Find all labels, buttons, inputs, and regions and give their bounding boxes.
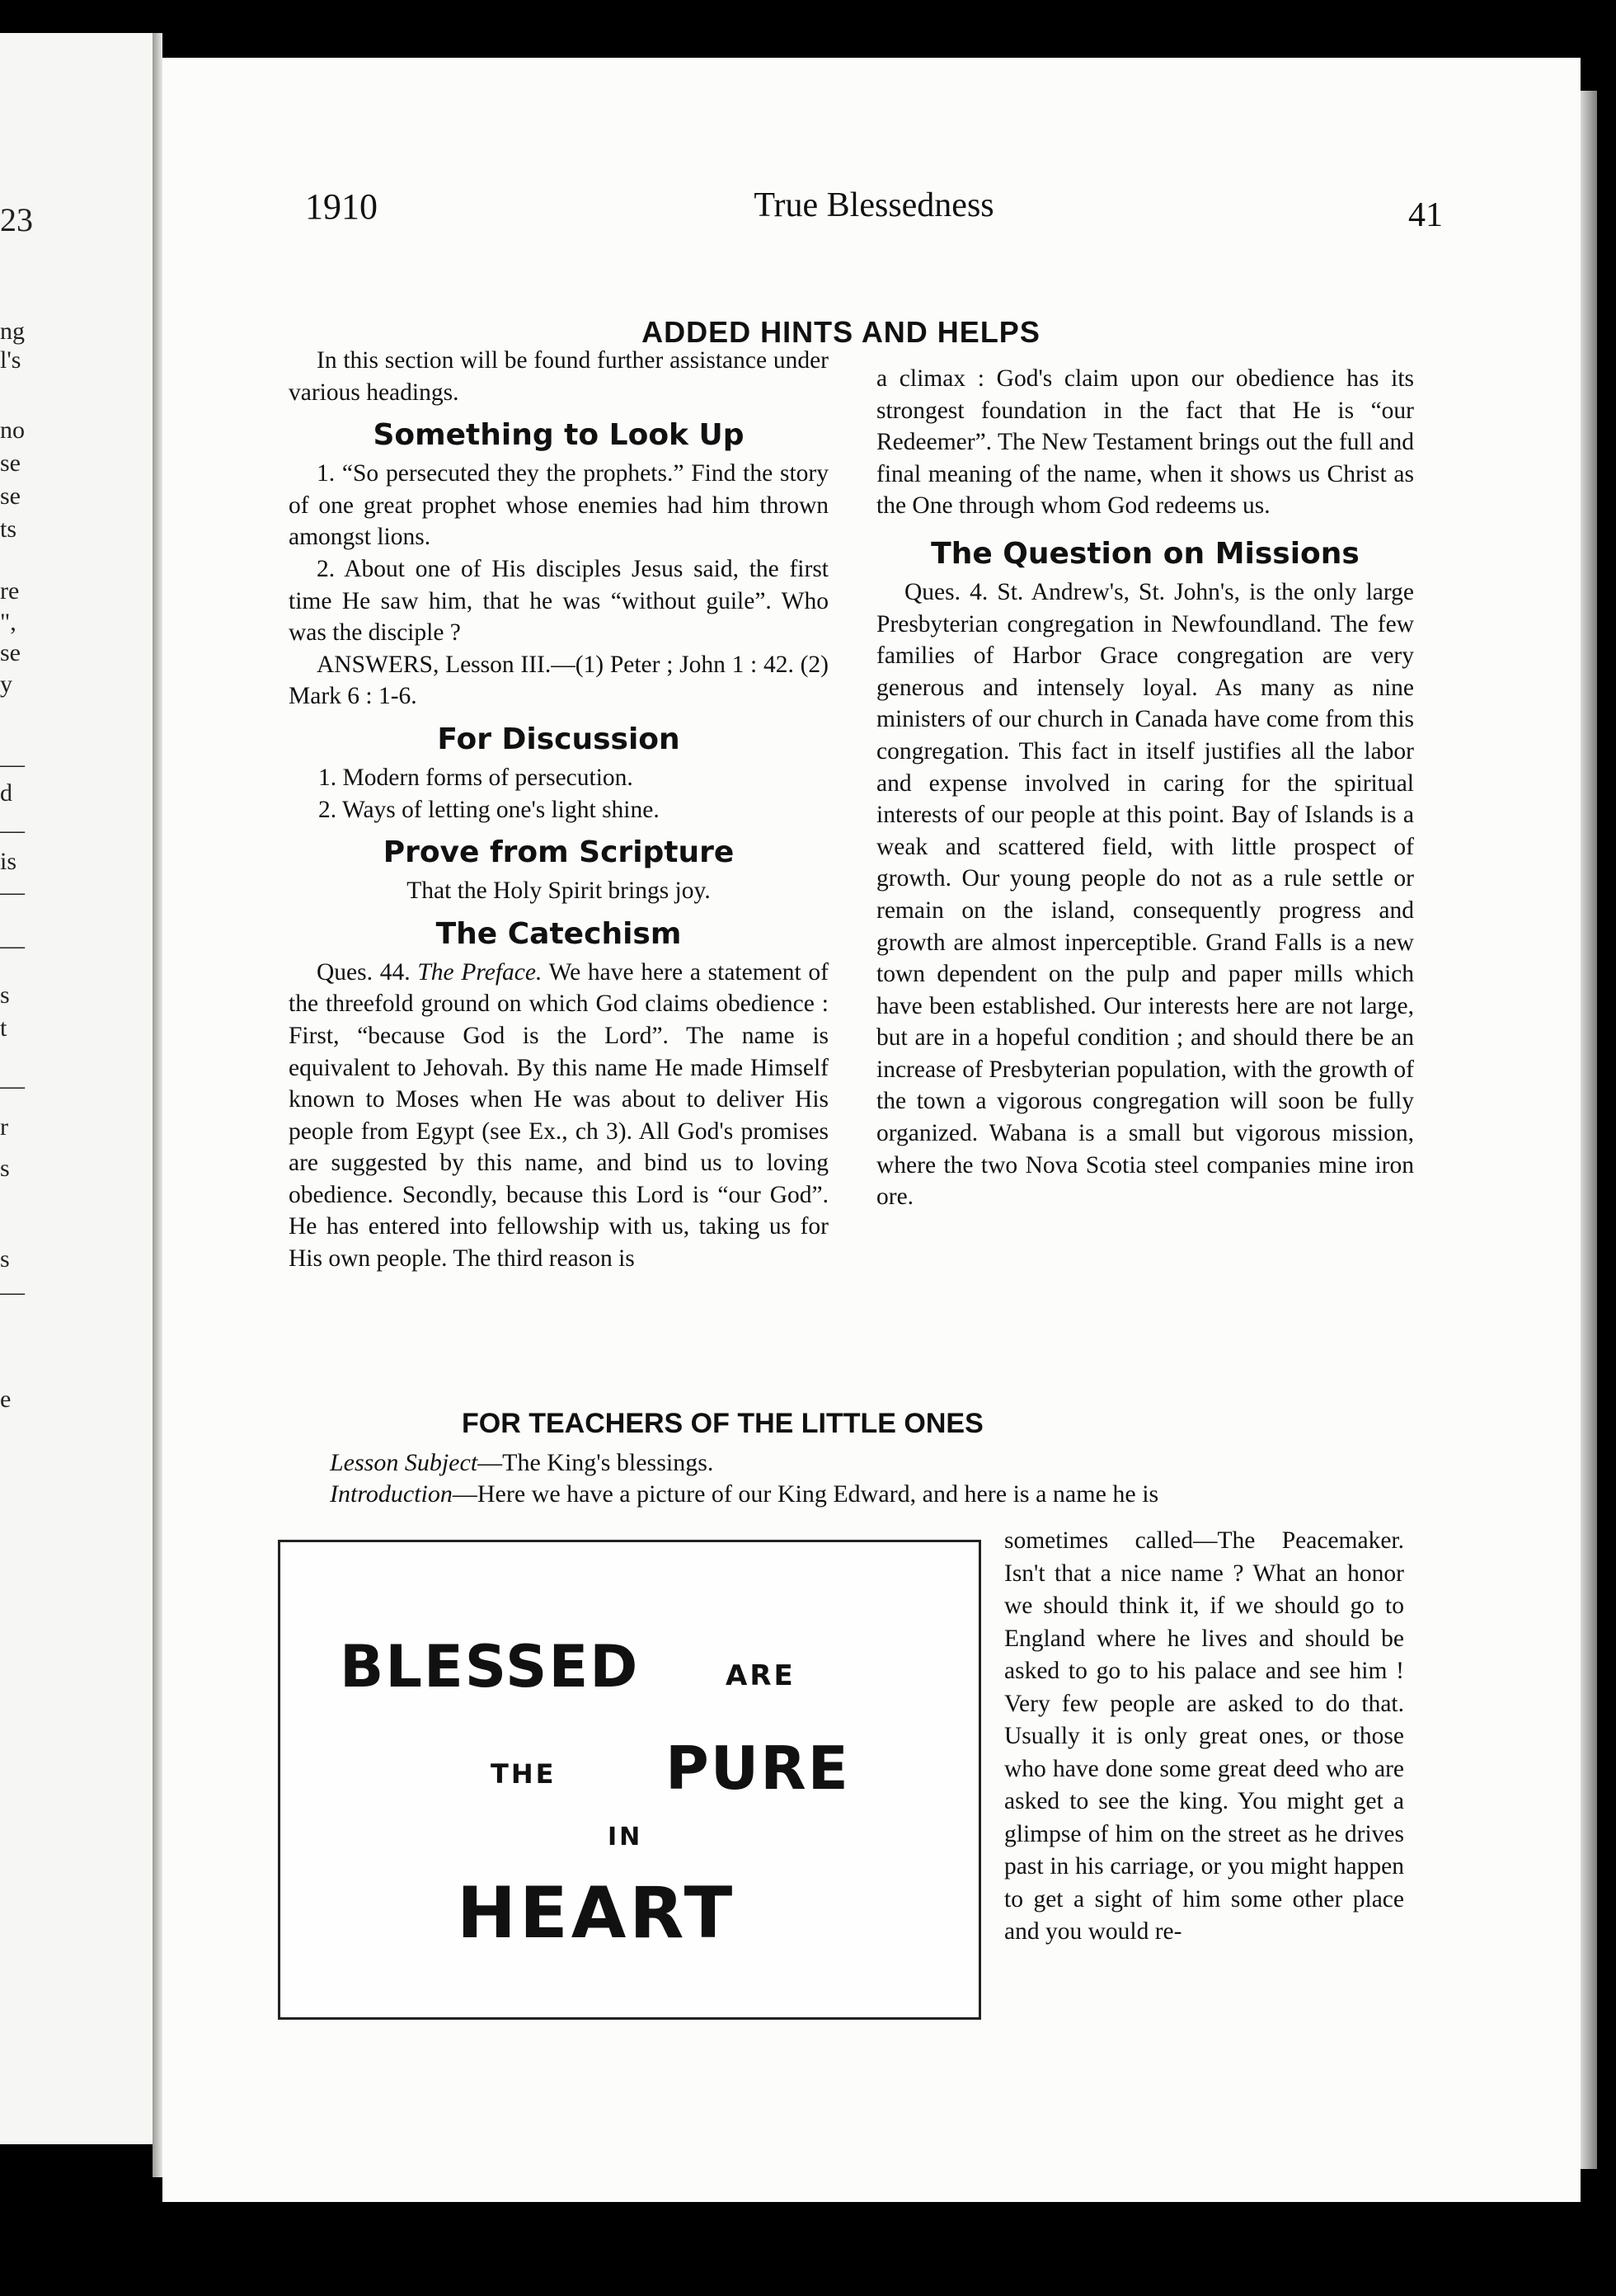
- facing-page-fragment: y: [0, 670, 12, 698]
- poster-word-heart: HEART: [457, 1872, 736, 1955]
- lesson-subject: [330, 1447, 1402, 1479]
- section-title: ADDED HINTS AND HELPS: [641, 315, 1041, 349]
- page-number: 41: [1408, 196, 1443, 234]
- facing-page-fragment: 23: [0, 201, 33, 238]
- catechism-paragraph: [289, 957, 829, 1275]
- facing-page-fragment: s: [0, 1245, 10, 1273]
- poster-word-the: THE: [491, 1758, 557, 1790]
- poster-word-in: IN: [608, 1823, 643, 1851]
- scripture-text: That the Holy Spirit brings joy.: [406, 877, 711, 905]
- facing-page-fragment: —: [0, 750, 25, 778]
- discussion-item-1: 1. Modern forms of persecution.: [318, 764, 633, 791]
- facing-page: [0, 33, 157, 2144]
- discussion-heading: For Discussion: [437, 722, 680, 756]
- poster-word-blessed: BLESSED: [340, 1633, 640, 1701]
- look-up-item-2: 2. About one of His disciples Jesus said, the first time He saw him, that he was “without guile”. Who was the disciple ?: [289, 555, 829, 647]
- facing-page-fragment: —: [0, 878, 25, 906]
- facing-page-fragment: no: [0, 416, 25, 444]
- teachers-heading: FOR TEACHERS OF THE LITTLE ONES: [462, 1408, 984, 1439]
- facing-page-fragment: se: [0, 482, 21, 510]
- facing-page-fragment: s: [0, 1155, 10, 1182]
- blessed-poster: [278, 1540, 981, 2020]
- teachers-continuation: sometimes called—The Peacemaker. Isn't that a nice name ? What an honor we should think it, if we should go to England where he lives and should be asked to go to his palace and see him ! Very few people are asked to do that. Usually it is only great ones, or those who have done some great deed who are asked to see the king. You might get a glimpse of him on the street as he drives past in his carriage, or you might happen to get a sight of him some other place and you would re-: [1004, 1527, 1404, 1945]
- header-year: 1910: [305, 186, 378, 227]
- poster-word-are: ARE: [726, 1659, 796, 1692]
- catechism-ques-label: Ques. 44.: [317, 958, 411, 986]
- look-up-heading: Something to Look Up: [373, 418, 745, 453]
- missions-heading: The Question on Missions: [931, 536, 1360, 571]
- introduction-text: —Here we have a picture of our King Edward, and here is a name he is: [452, 1480, 1159, 1508]
- catechism-heading: The Catechism: [435, 916, 682, 951]
- facing-page-fragment: se: [0, 639, 21, 666]
- facing-page-fragment: se: [0, 449, 21, 477]
- teachers-intro: [330, 1447, 1402, 1510]
- missions-paragraph: Ques. 4. St. Andrew's, St. John's, is the only large Presbyterian congregation in Newfoundland. The few families of Harbor Grace congregation are very generous and intensely loyal. As many as nine ministers of our church in Canada have come from this congregation. This fact in itself justifies all the labor and expense involved in caring for the spiritual interests of our people at this point. Bay of Islands is a weak and scattered field, with little prospect of growth. Our young people do not as a rule settle or remain on the island, consequently progress and growth are almost inperceptible. Grand Falls is a new town dependent on the pulp and paper mills which have been established. Our interests here are not large, but are in a hopeful condition ; and should there be an increase of Presbyterian population, with the growth of the town a vigorous congregation will soon be fully organized. Wabana is a small but vigorous mission, where the two Nova Scotia steel companies mine iron ore.: [876, 578, 1414, 1211]
- header-title: True Blessedness: [754, 186, 994, 224]
- lesson-subject-label: Lesson Subject: [330, 1449, 478, 1476]
- facing-page-fragment: d: [0, 779, 12, 807]
- answers: ANSWERS, Lesson III.—(1) Peter ; John 1 : 42. (2) Mark 6 : 1-6.: [289, 651, 829, 710]
- climax-paragraph: a climax : God's claim upon our obedience has its strongest foundation in the fact that He is “our Redeemer”. The New Testament brings out the full and final meaning of the name, when it shows us Christ as the One through whom God redeems us.: [876, 365, 1414, 520]
- facing-page-fragment: s: [0, 981, 10, 1009]
- running-head: [305, 186, 1443, 235]
- catechism-text: We have here a statement of the threefold ground on which God claims obedience : First, “because God is the Lord”. The name is equivalent to Jehovah. By this name He made Himself known to Moses when He was about to deliver His people from Egypt (see Ex., ch 3). All God's promises are suggested by this name, and bind us to loving obedience. Secondly, because this Lord is “our God”. He has entered into fellowship with us, taking us for His own people. The third reason is: [289, 958, 829, 1273]
- scripture-heading: Prove from Scripture: [383, 835, 735, 870]
- poster-word-pure: PURE: [665, 1734, 850, 1803]
- facing-page-fragment: ts: [0, 515, 17, 543]
- facing-page-fragment: r: [0, 1113, 8, 1141]
- facing-page-fragment: ng: [0, 318, 25, 345]
- introduction-label: Introduction: [330, 1480, 453, 1508]
- page-edge: [1581, 91, 1597, 2169]
- look-up-item-1: 1. “So persecuted they the prophets.” Find the story of one great prophet whose enemies had him thrown amongst lions.: [289, 460, 829, 551]
- introduction: [330, 1479, 1402, 1510]
- catechism-ques-title: The Preface.: [417, 958, 543, 986]
- book-gutter: [153, 33, 162, 2177]
- facing-page-fragment: ",: [0, 609, 16, 636]
- facing-page-fragment: re: [0, 577, 20, 605]
- facing-page-fragment: e: [0, 1386, 12, 1413]
- left-column: [289, 345, 829, 1275]
- discussion-item-2: 2. Ways of letting one's light shine.: [318, 796, 660, 823]
- right-column: [876, 363, 1414, 1213]
- intro-paragraph: In this section will be found further assistance under various headings.: [289, 347, 829, 406]
- facing-page-fragment: l's: [0, 346, 21, 374]
- facing-page-fragment: —: [0, 1072, 25, 1099]
- facing-page-fragment: t: [0, 1014, 7, 1042]
- facing-page-fragment: —: [0, 816, 25, 844]
- facing-page-fragment: —: [0, 1278, 25, 1306]
- facing-page-fragment: —: [0, 932, 25, 959]
- lesson-subject-text: —The King's blessings.: [477, 1449, 714, 1476]
- facing-page-fragment: is: [0, 848, 17, 875]
